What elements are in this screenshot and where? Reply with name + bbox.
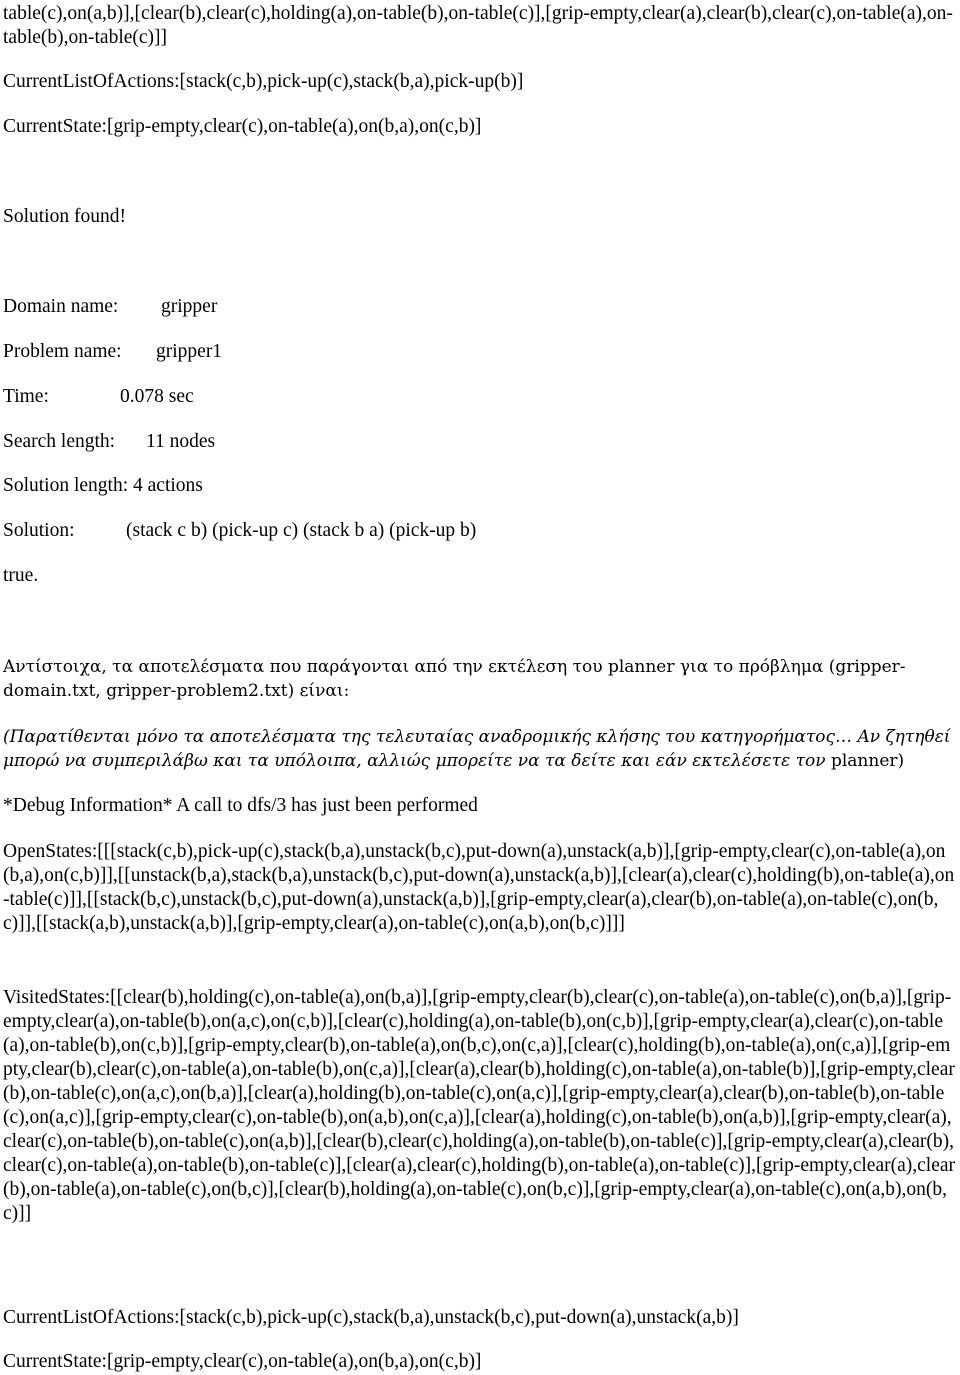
visited-states-tail: table(c),on(a,b)],[clear(b),clear(c),holding(a),on-table(b),on-table(c)],[grip-empty,clear(a),clear(b),clear(c),on-table(a),on-table(b),on-table(c)]] bbox=[3, 3, 953, 48]
greek-note-tail: planner) bbox=[825, 751, 905, 771]
visited-states: VisitedStates:[[clear(b),holding(c),on-table(a),on(b,a)],[grip-empty,clear(b),clear(c),on-table(a),on-table(c),on(b,a)],[grip-empty,clear(a),on-table(b),on(a,c),on(c,b)],[clear(c),holding(a),on-table(b),on(c,b)],[grip-empty,clear(a),clear(c),on-table(a),on-table(b),on(c,b)],[grip-empty,clear(b),on-table(a),on(b,c),on(c,a)],[clear(c),holding(b),on-table(a),on(c,a)],[grip-empty,clear(b),clear(c),on-table(a),on-table(b),on(c,a)],[clear(a),clear(b),holding(c),on-table(a),on-table(b)],[grip-empty,clear(b),on-table(c),on(a,c),on(b,a)],[clear(a),holding(b),on-table(c),on(a,c)],[grip-empty,clear(a),clear(b),on-table(b),on-table(c),on(a,c)],[grip-empty,clear(c),on-table(b),on(a,b),on(c,a)],[clear(a),holding(c),on-table(b),on(a,b)],[grip-empty,clear(a),clear(c),on-table(b),on-table(c),on(a,b)],[clear(b),clear(c),holding(a),on-table(b),on-table(c)],[grip-empty,clear(a),clear(b),clear(c),on-table(a),on-table(b),on-table(c)],[clear(a),clear(c),holding(b),on-table(a),on-table(c)],[grip-empty,clear(a),clear(b),on-table(a),on-table(c),on(b,c)],[clear(b),holding(a),on-table(c),on(b,c)],[grip-empty,clear(a),on-table(c),on(a,b),on(b,c)]] bbox=[3, 987, 956, 1224]
open-states: OpenStates:[[[stack(c,b),pick-up(c),stack(b,a),unstack(b,c),put-down(a),unstack(a,b)],[grip-empty,clear(c),on-table(a),on(b,a),on(c,b)]],[[unstack(b,a),stack(b,a),unstack(b,c),put-down(a),unstack(a,b)],[clear(a),clear(c),holding(b),on-table(a),on-table(c)]],[[stack(b,c),unstack(b,c),put-down(a),unstack(a,b)],[grip-empty,clear(a),clear(b),on-table(a),on-table(c),on(b,c)]],[[stack(a,b),unstack(a,b)],[grip-empty,clear(a),on-table(c),on(a,b),on(b,c)]]] bbox=[3, 841, 955, 934]
search-length-value: 11 nodes bbox=[146, 431, 216, 452]
domain-name-row bbox=[3, 295, 955, 319]
domain-name-value: gripper bbox=[161, 296, 218, 317]
problem-name-row bbox=[3, 340, 955, 364]
current-list-of-actions-1: CurrentListOfActions:[stack(c,b),pick-up(c),stack(b,a),pick-up(b)] bbox=[3, 71, 524, 92]
time-value: 0.078 sec bbox=[120, 386, 194, 407]
search-length-label: Search length: bbox=[3, 431, 116, 452]
solution-found: Solution found! bbox=[3, 206, 126, 227]
debug-information: *Debug Information* A call to dfs/3 has just been performed bbox=[3, 795, 478, 816]
problem-name-value: gripper1 bbox=[156, 341, 223, 362]
time-label: Time: bbox=[3, 386, 49, 407]
solution-label: Solution: bbox=[3, 520, 75, 541]
true-result: true. bbox=[3, 565, 39, 586]
greek-note bbox=[3, 725, 955, 773]
current-state-2: CurrentState:[grip-empty,clear(c),on-table(a),on(b,a),on(c,b)] bbox=[3, 1351, 482, 1372]
solution-value: (stack c b) (pick-up c) (stack b a) (pick-up b) bbox=[126, 520, 477, 541]
solution-row bbox=[3, 519, 955, 543]
domain-name-label: Domain name: bbox=[3, 296, 119, 317]
greek-note-text: (Παρατίθενται μόνο τα αποτελέσματα της τελευταίας αναδρομικής κλήσης του κατηγορήματος… Αν ζητηθεί μπορώ να συμπεριλάβω και τα υπόλοιπα, αλλιώς μπορείτε να τα δείτε και εάν εκτελέσετε τον bbox=[3, 727, 951, 771]
search-length-row bbox=[3, 430, 955, 454]
solution-length: Solution length: 4 actions bbox=[3, 475, 203, 496]
current-state-1: CurrentState:[grip-empty,clear(c),on-table(a),on(b,a),on(c,b)] bbox=[3, 116, 482, 137]
greek-intro-sentence: Αντίστοιχα, τα αποτελέσματα που παράγονται από την εκτέλεση του planner για το πρόβλημα (gripper-domain.txt, gripper-problem2.txt) είναι: bbox=[3, 657, 906, 701]
time-row bbox=[3, 385, 955, 409]
current-list-of-actions-2: CurrentListOfActions:[stack(c,b),pick-up(c),stack(b,a),unstack(b,c),put-down(a),unstack(a,b)] bbox=[3, 1307, 739, 1328]
problem-name-label: Problem name: bbox=[3, 341, 122, 362]
